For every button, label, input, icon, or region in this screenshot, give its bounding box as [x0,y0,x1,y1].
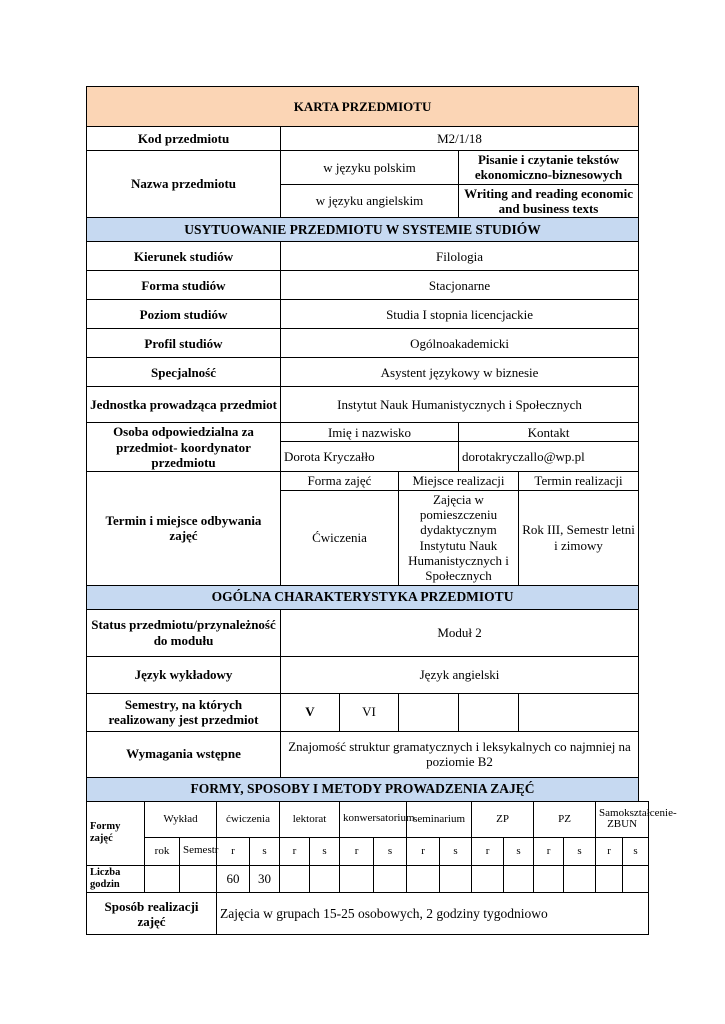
liczba-cell [472,865,504,893]
sposob-label: Sposób realizacji zajęć [87,893,217,935]
semester-cell: V [281,693,340,731]
formy-sub: s [250,837,280,865]
status-label: Status przedmiotu/przynależność do modułu [87,609,281,656]
nazwa-label: Nazwa przedmiotu [87,151,281,218]
profil-value: Ogólnoakademicki [281,329,639,358]
formy-col: lektorat [280,801,340,837]
formy-col: Wykład [145,801,217,837]
termin-forma-header: Forma zajęć [281,472,399,490]
liczba-cell [280,865,310,893]
row-wymagania [87,731,639,777]
formy-sub: s [374,837,407,865]
poziom-value: Studia I stopnia licencjackie [281,300,639,329]
row-jezyk [87,656,639,693]
liczba-cell [564,865,596,893]
liczba-cell: 30 [250,865,280,893]
kierunek-label: Kierunek studiów [87,242,281,271]
osoba-name: Dorota Kryczałło [281,442,459,472]
course-card [86,86,677,935]
formy-sub: s [310,837,340,865]
liczba-cell [407,865,440,893]
formy-header-row [87,801,649,837]
formy-sub: rok [145,837,180,865]
jednostka-value: Instytut Nauk Humanistycznych i Społecznych [281,387,639,423]
termin-termin-header: Termin realizacji [519,472,639,490]
liczba-cell [145,865,180,893]
osoba-contact-header: Kontakt [459,423,639,442]
semestry-label: Semestry, na których realizowany jest przedmiot [87,693,281,731]
nazwa-en-label: w języku angielskim [281,184,459,218]
formy-col: PZ [534,801,596,837]
nazwa-pl-label: w języku polskim [281,151,459,185]
formy-sub: s [623,837,649,865]
jednostka-label: Jednostka prowadząca przedmiot [87,387,281,423]
formy-sub: s [504,837,534,865]
formy-label: Formy zajęć [87,801,145,865]
sposob-value: Zajęcia w grupach 15-25 osobowych, 2 godziny tygodniowo [217,893,649,935]
osoba-contact: dorotakryczallo@wp.pl [459,442,639,472]
osoba-name-header: Imię i nazwisko [281,423,459,442]
row-forma [87,271,639,300]
specjalnosc-label: Specjalność [87,358,281,387]
kod-value: M2/1/18 [281,127,639,151]
liczba-cell [180,865,217,893]
formy-col: seminarium [407,801,472,837]
formy-liczba-row [87,865,649,893]
section-title: OGÓLNA CHARAKTERYSTYKA PRZEDMIOTU [87,585,639,609]
liczba-cell [340,865,374,893]
row-kierunek [87,242,639,271]
formy-sub: r [472,837,504,865]
course-card-table [86,86,639,802]
section-title: FORMY, SPOSOBY I METODY PROWADZENIA ZAJĘĆ [87,777,639,801]
status-value: Moduł 2 [281,609,639,656]
row-status [87,609,639,656]
specjalnosc-value: Asystent językowy w biznesie [281,358,639,387]
formy-sub: s [564,837,596,865]
row-semestry [87,693,639,731]
formy-sub: r [280,837,310,865]
nazwa-pl-value: Pisanie i czytanie tekstów ekonomiczno-biznesowych [459,151,639,185]
forma-label: Forma studiów [87,271,281,300]
section-charakterystyka [87,585,639,609]
formy-col: Samokształcenie-ZBUN [596,801,649,837]
card-header-row [87,87,639,127]
semester-cell: VI [340,693,399,731]
section-usytuowanie [87,218,639,242]
jezyk-label: Język wykładowy [87,656,281,693]
row-kod [87,127,639,151]
formy-sub: s [440,837,472,865]
liczba-cell [534,865,564,893]
section-formy [87,777,639,801]
semester-cell [459,693,519,731]
poziom-label: Poziom studiów [87,300,281,329]
row-osoba-header [87,423,639,442]
row-specjalnosc [87,358,639,387]
row-poziom [87,300,639,329]
liczba-cell [310,865,340,893]
termin-forma: Ćwiczenia [281,490,399,585]
row-nazwa-pl [87,151,639,185]
forma-value: Stacjonarne [281,271,639,300]
nazwa-en-value: Writing and reading economic and business texts [459,184,639,218]
liczba-cell: 60 [217,865,250,893]
jezyk-value: Język angielski [281,656,639,693]
kod-label: Kod przedmiotu [87,127,281,151]
formy-sub: r [217,837,250,865]
row-jednostka [87,387,639,423]
formy-col: ZP [472,801,534,837]
formy-col: konwersatorium [340,801,407,837]
row-profil [87,329,639,358]
formy-sub: r [534,837,564,865]
card-title: KARTA PRZEDMIOTU [87,87,639,127]
profil-label: Profil studiów [87,329,281,358]
termin-miejsce-header: Miejsce realizacji [399,472,519,490]
formy-sub: r [340,837,374,865]
liczba-cell [623,865,649,893]
wymagania-value: Znajomość struktur gramatycznych i leksykalnych co najmniej na poziomie B2 [281,731,639,777]
formy-sub: r [407,837,440,865]
kierunek-value: Filologia [281,242,639,271]
section-title: USYTUOWANIE PRZEDMIOTU W SYSTEMIE STUDIÓW [87,218,639,242]
liczba-cell [504,865,534,893]
liczba-cell [596,865,623,893]
semester-cell [519,693,639,731]
osoba-label: Osoba odpowiedzialna za przedmiot- koordynator przedmiotu [87,423,281,472]
row-sposob [87,893,649,935]
termin-termin: Rok III, Semestr letni i zimowy [519,490,639,585]
row-termin-header [87,472,639,490]
formy-sub: r [596,837,623,865]
termin-miejsce: Zajęcia w pomieszczeniu dydaktycznym Instytutu Nauk Humanistycznych i Społecznych [399,490,519,585]
wymagania-label: Wymagania wstępne [87,731,281,777]
liczba-label: Liczba godzin [87,865,145,893]
liczba-cell [374,865,407,893]
formy-table [86,801,677,936]
liczba-cell [440,865,472,893]
formy-sub: Semestr [180,837,217,865]
formy-subheader-row [87,837,649,865]
formy-col: ćwiczenia [217,801,280,837]
semester-cell [399,693,459,731]
termin-label: Termin i miejsce odbywania zajęć [87,472,281,585]
